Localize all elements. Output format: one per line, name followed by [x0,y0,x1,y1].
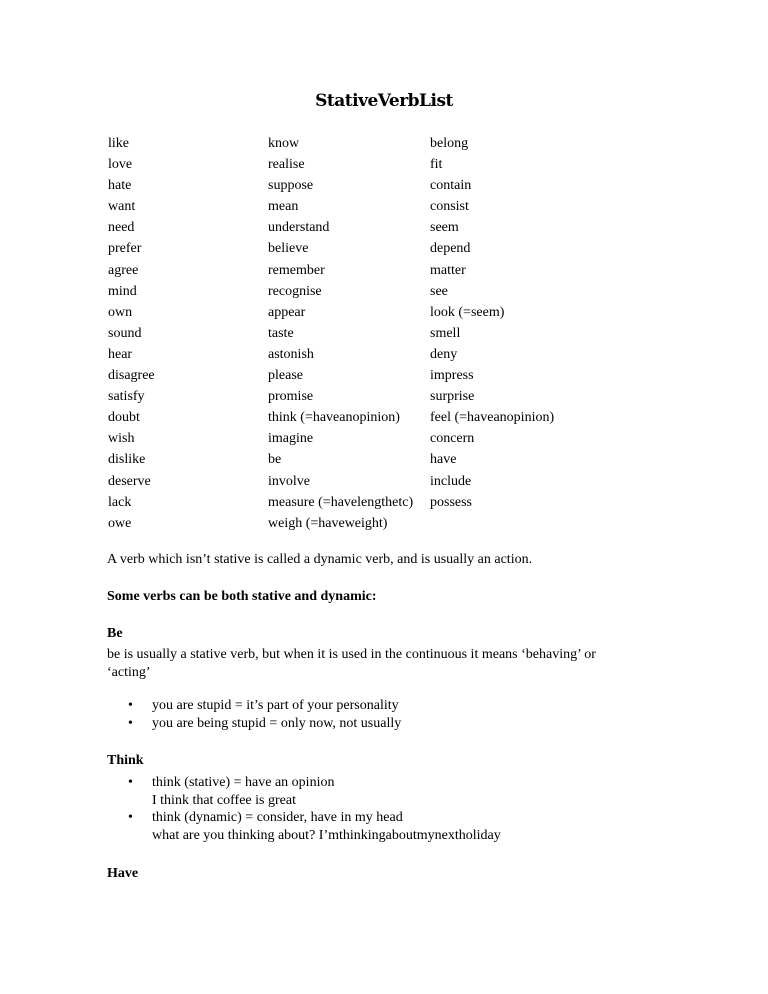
verb-cell: hate [108,178,132,194]
verb-cell: look (=seem) [430,304,505,320]
verb-cell: possess [430,494,473,510]
verb-cell: think (=haveanopinion) [268,410,400,426]
be-heading: Be [107,626,123,641]
verb-cell: imagine [268,431,314,447]
list-item [128,774,501,809]
verb-cell: deny [430,346,458,362]
verb-cell: sound [108,325,142,341]
have-heading: Have [107,866,139,881]
verb-cell: weigh (=haveweight) [268,515,388,531]
verb-cell: believe [268,241,309,257]
verb-cell: belong [430,136,469,151]
verb-cell: depend [430,241,471,257]
verb-cell: mind [108,283,137,299]
list-item [128,697,401,715]
verb-cell: see [430,283,448,299]
verb-cell: want [108,199,136,215]
verb-cell: remember [268,262,325,278]
verb-cell: realise [268,157,305,173]
bullet-icon: • [128,715,133,731]
verb-cell: impress [430,368,474,384]
verb-cell: include [430,473,472,489]
verb-cell: prefer [108,241,142,257]
verb-cell: smell [430,325,461,341]
bullet-icon: • [128,810,133,825]
verb-cell: please [268,368,303,384]
verb-cell: involve [268,473,310,489]
think-bullet-list [128,774,501,844]
verb-cell: measure (=havelengthetc) [268,494,414,510]
verb-cell: disagree [108,368,155,384]
page-title: StativeVerbList [315,91,453,111]
verb-cell: understand [268,220,330,236]
verb-cell: know [268,136,300,151]
verb-cell: suppose [268,178,314,194]
verb-cell: feel (=haveanopinion) [430,410,555,426]
verb-cell: mean [268,199,299,215]
both-heading: Some verbs can be both stative and dynamic: [107,589,377,604]
verb-cell: contain [430,178,472,194]
be-bullet-list [128,697,401,732]
verb-cell: appear [268,304,306,320]
verb-cell: astonish [268,346,314,362]
think-dynamic-line: think (dynamic) = consider, have in my head [152,810,403,825]
verb-cell: have [430,452,457,468]
verb-cell: be [268,452,282,468]
verb-cell: lack [108,494,132,510]
think-heading: Think [107,753,144,768]
bullet-icon: • [128,775,133,790]
verb-cell: surprise [430,389,475,405]
verb-cell: wish [108,431,135,447]
verb-cell: dislike [108,452,146,468]
verb-cell: seem [430,220,459,236]
verb-cell: fit [430,157,443,173]
be-description-line1: be is usually a stative verb, but when it is used in the continuous it means ‘behaving’ or [107,647,596,662]
be-description-line2: ‘acting’ [107,665,151,680]
verb-cell: taste [268,325,294,341]
verb-cell: like [108,136,129,151]
verb-cell: satisfy [108,389,145,405]
list-item [128,809,501,844]
verb-cell: recognise [268,283,322,299]
bullet-icon: • [128,698,133,713]
verb-cell: love [108,157,133,173]
verb-cell: own [108,304,133,320]
verb-cell: concern [430,431,475,447]
verb-cell: need [108,220,135,236]
verb-cell: deserve [108,473,151,489]
verb-cell: doubt [108,410,140,426]
verb-cell: matter [430,262,466,278]
list-item [128,715,401,733]
dynamic-note: A verb which isn’t stative is called a dynamic verb, and is usually an action. [107,552,533,567]
think-stative-example: I think that coffee is great [152,792,296,808]
be-bullet-text: you are being stupid = only now, not usually [152,715,402,731]
be-bullet-text: you are stupid = it’s part of your personality [152,698,399,713]
think-stative-line: think (stative) = have an opinion [152,775,335,790]
verb-cell: owe [108,515,132,531]
verb-cell: agree [108,262,139,278]
verb-cell: consist [430,199,469,215]
verb-cell: promise [268,389,314,405]
think-dynamic-example: what are you thinking about? I’mthinkingaboutmynextholiday [152,827,501,843]
verb-cell: hear [108,346,133,362]
